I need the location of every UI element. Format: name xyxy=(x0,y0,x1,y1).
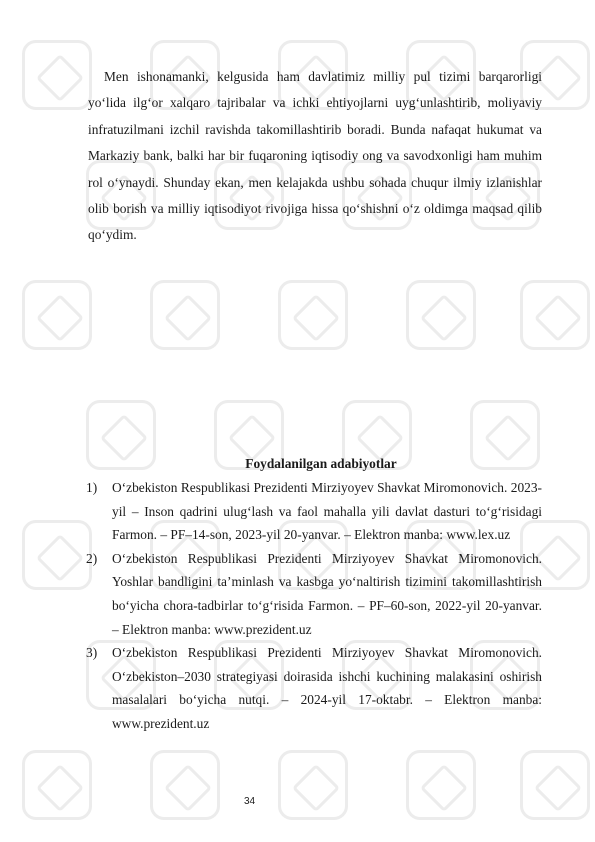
reference-text: O‘zbekiston Respublikasi Prezidenti Mirziyoyev Shavkat Miromonovich. 2023-yil – Inson qadrini ulug‘lash va faol mahalla yili davlat dasturi to‘g‘risidagi Farmon. – PF–14-son, 2023-yil 20-yanvar. – Elektron manba: www.lex.uz xyxy=(112,480,542,543)
reference-item xyxy=(88,641,542,735)
references-list xyxy=(88,476,542,736)
reference-item xyxy=(88,476,542,547)
reference-item xyxy=(88,547,542,641)
reference-number: 1) xyxy=(86,480,98,495)
page-number: 34 xyxy=(244,796,256,807)
conclusion-paragraph: Men ishonamanki, kelgusida ham davlatimiz milliy pul tizimi barqarorligi yo‘lida ilg‘or xalqaro tajribalar va ichki ehtiyojlarni uyg‘unlashtirib, moliyaviy infratuzilmani izchil ravishda takomillashtirib boradi. Bunda nafaqat hukumat va Markaziy bank, balki har bir fuqaroning iqtisodiy ong va savodxonligi ham muhim rol o‘ynaydi. Shunday ekan, men kelajakda ushbu sohada chuqur ilmiy izlanishlar olib borish va milliy iqtisodiyot rivojiga hissa qo‘shishni o‘z oldimga maqsad qilib qo‘ydim. xyxy=(88,69,542,243)
reference-number: 2) xyxy=(86,550,98,566)
references-heading: Foydalanilgan adabiyotlar xyxy=(245,456,397,471)
reference-text: O‘zbekiston Respublikasi Prezidenti Mirziyoyev Shavkat Miromonovich. O‘zbekiston–2030 strategiyasi doirasida ishchi kuchining malakasini oshirish masalalari bo‘yicha nutqi. – 2024-yil 17-oktabr. – Elektron manba: www.prezident.uz xyxy=(112,645,542,731)
reference-text: O‘zbekiston Respublikasi Prezidenti Mirziyoyev Shavkat Miromonovich. Yoshlar bandligini ta’minlash va kasbga yo‘naltirish tizimini takomillashtirish bo‘yicha chora-tadbirlar to‘g‘risida Farmon. – PF–60-son, 2022-yil 20-yanvar. – Elektron manba: www.prezident.uz xyxy=(112,550,542,637)
reference-number: 3) xyxy=(86,645,98,661)
